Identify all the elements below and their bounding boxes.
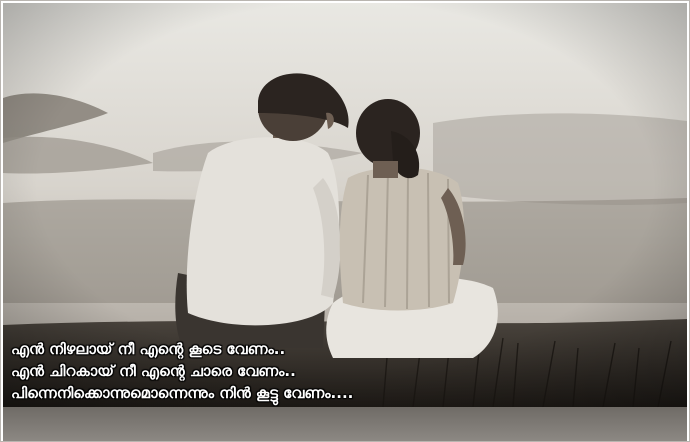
- caption-line-1: എൻ നിഴലായ് നീ എന്റെ കൂടെ വേണം..: [11, 340, 286, 358]
- caption-line-3: പിന്നെനിക്കൊന്നുമൊന്നെന്നും നിൻ കൂട്ടു വേണം....: [11, 384, 354, 402]
- malayalam-caption: [11, 338, 671, 404]
- caption-line-2: എൻ ചിറകായ് നീ എന്റെ ചാരെ വേണം..: [11, 362, 296, 380]
- bottom-bar: [3, 407, 687, 441]
